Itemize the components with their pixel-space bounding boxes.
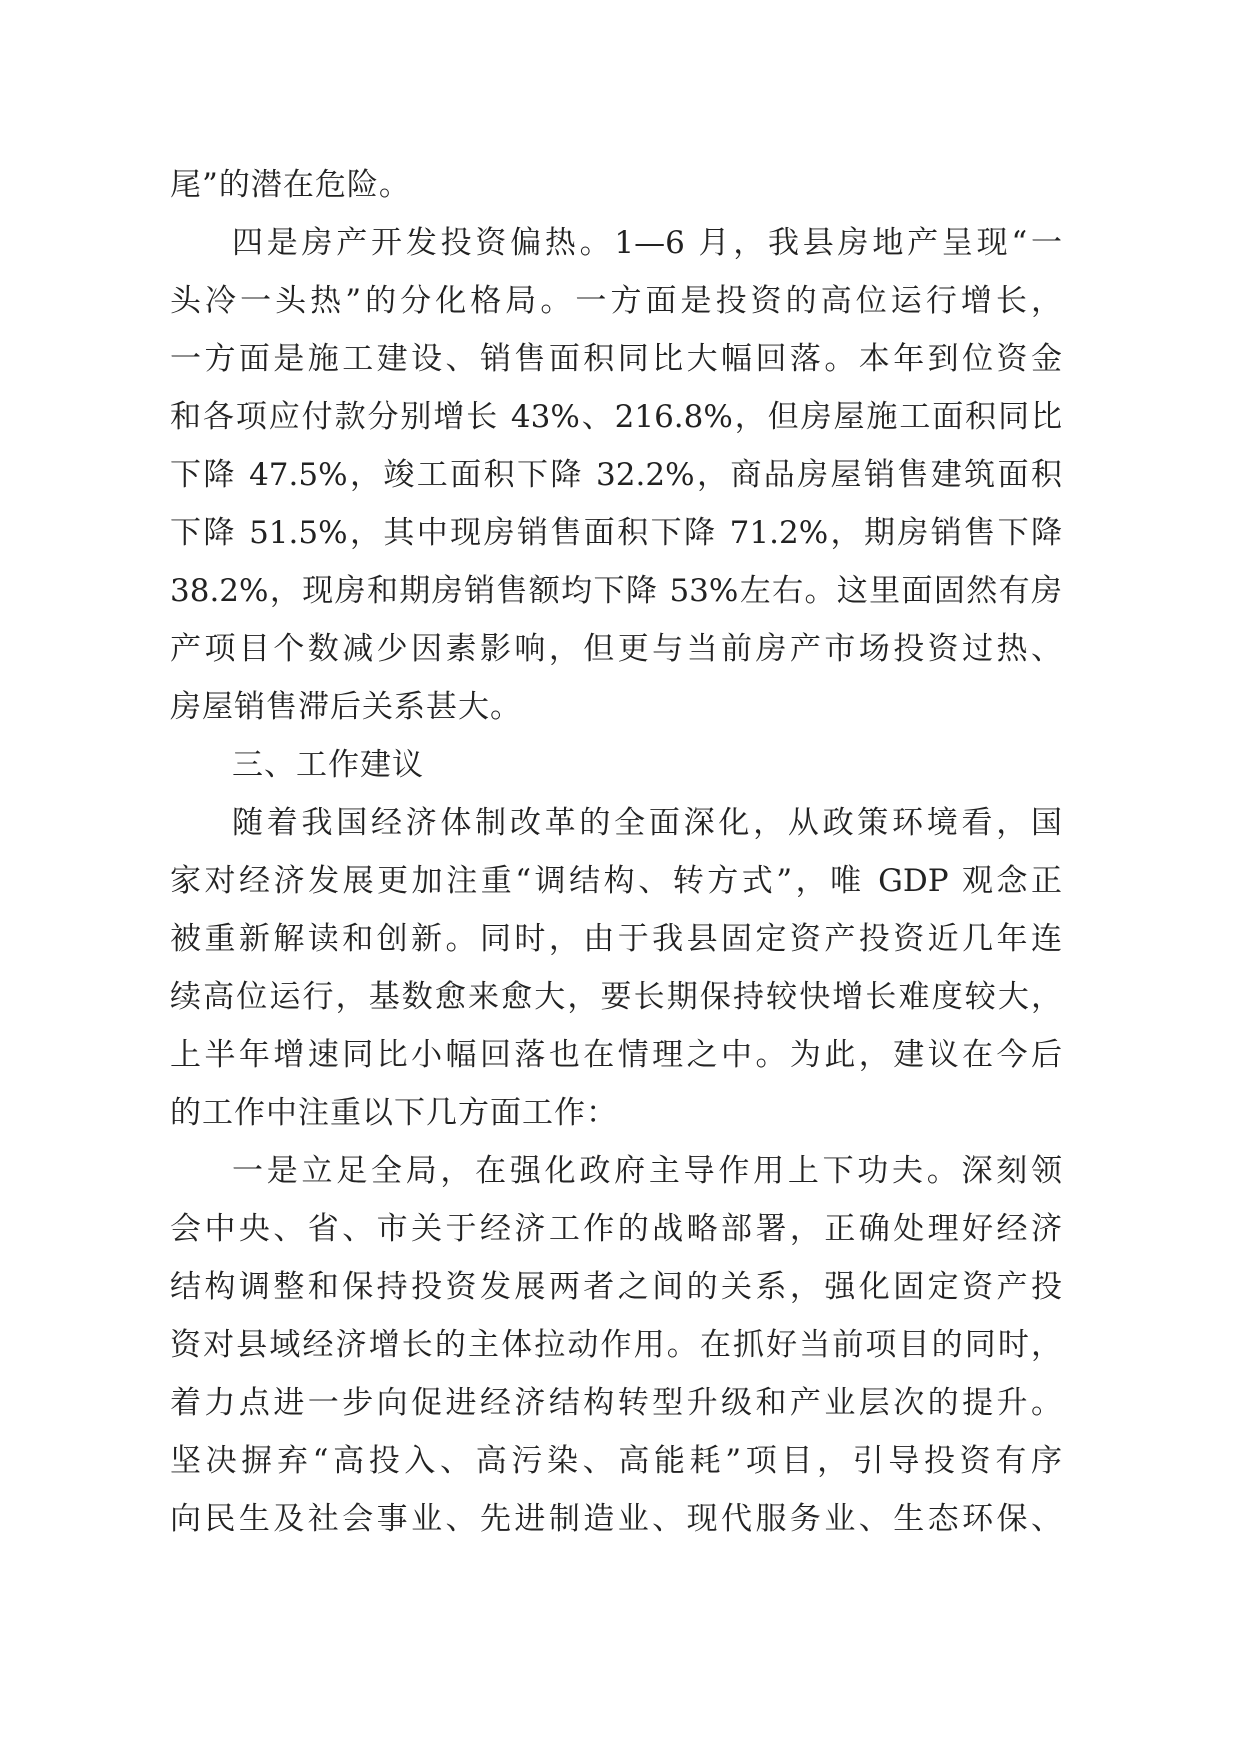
text-line: 房屋销售滞后关系甚大。 [170,689,522,725]
text-line: 一方面是施工建设、销售面积同比大幅回落。本年到位资金 [170,341,1062,377]
section-heading [170,736,1062,794]
text-line: 产项目个数减少因素影响，但更与当前房产市场投资过热、 [170,631,1062,667]
text-line: 家对经济发展更加注重“调结构、转方式”，唯 GDP 观念正 [170,863,1062,899]
text-line: 结构调整和保持投资发展两者之间的关系，强化固定资产投 [170,1269,1062,1305]
text-line: 尾”的潜在危险。 [170,167,411,203]
text-line: 被重新解读和创新。同时，由于我县固定资产投资近几年连 [170,921,1062,957]
paragraph-policy-context [170,794,1062,1142]
text-line: 向民生及社会事业、先进制造业、现代服务业、生态环保、 [170,1501,1062,1537]
text-line: 一是立足全局，在强化政府主导作用上下功夫。深刻领 [232,1153,1062,1189]
paragraph-continuation [170,156,1062,214]
text-line: 38.2%，现房和期房销售额均下降 53%左右。这里面固然有房 [170,573,1062,609]
text-line: 随着我国经济体制改革的全面深化，从政策环境看，国 [232,805,1062,841]
text-line: 着力点进一步向促进经济结构转型升级和产业层次的提升。 [170,1385,1062,1421]
text-line: 续高位运行，基数愈来愈大，要长期保持较快增长难度较大， [170,979,1062,1015]
paragraph-real-estate [170,214,1062,736]
text-line: 资对县域经济增长的主体拉动作用。在抓好当前项目的同时， [170,1327,1062,1363]
document-body [170,156,1062,1548]
paragraph-suggestion-one [170,1142,1062,1548]
text-line: 下降 51.5%，其中现房销售面积下降 71.2%，期房销售下降 [170,515,1062,551]
text-line: 和各项应付款分别增长 43%、216.8%，但房屋施工面积同比 [170,399,1062,435]
text-line: 四是房产开发投资偏热。1—6 月，我县房地产呈现“一 [232,225,1062,261]
text-line: 下降 47.5%，竣工面积下降 32.2%，商品房屋销售建筑面积 [170,457,1062,493]
section-heading-text: 三、工作建议 [232,747,424,783]
text-line: 上半年增速同比小幅回落也在情理之中。为此，建议在今后 [170,1037,1062,1073]
text-line: 坚决摒弃“高投入、高污染、高能耗”项目，引导投资有序 [170,1443,1062,1479]
text-line: 会中央、省、市关于经济工作的战略部署，正确处理好经济 [170,1211,1062,1247]
text-line: 的工作中注重以下几方面工作： [170,1095,618,1131]
text-line: 头冷一头热”的分化格局。一方面是投资的高位运行增长， [170,283,1062,319]
